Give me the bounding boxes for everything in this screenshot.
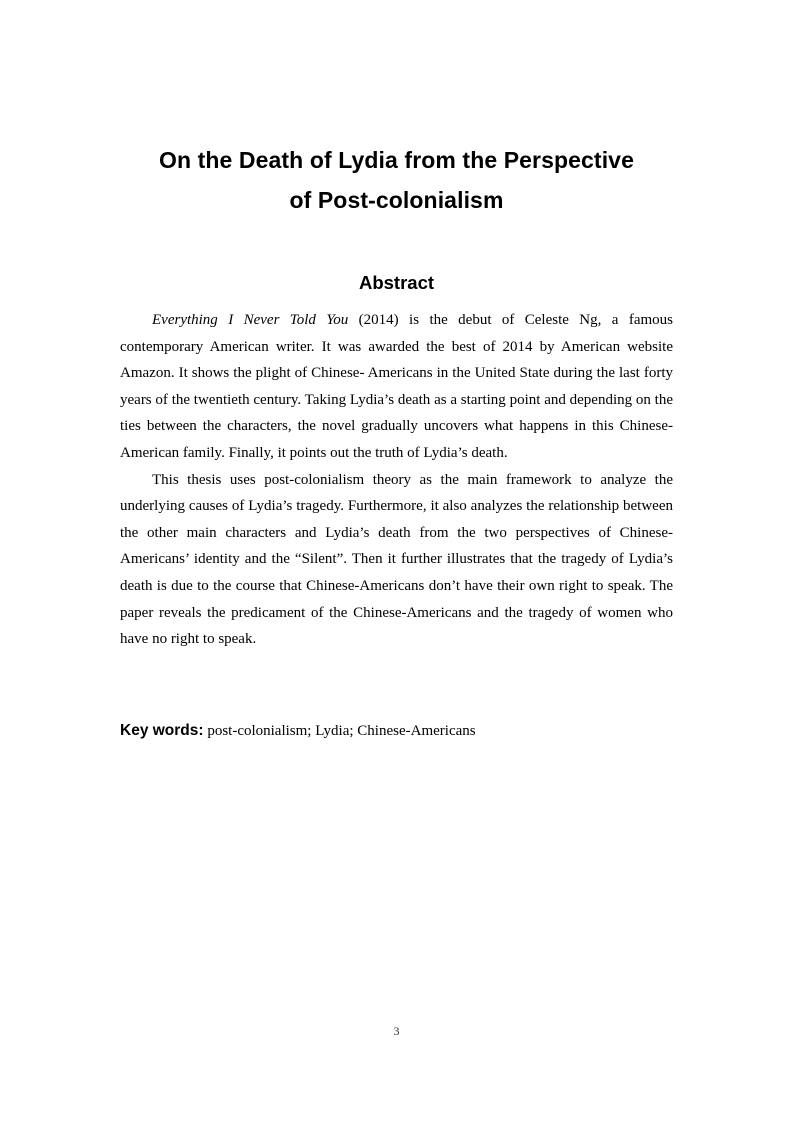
abstract-heading: Abstract [358, 272, 435, 293]
keywords-value: post-colonialism; Lydia; Chinese-Americans [207, 723, 476, 739]
page-number: 3 [393, 1024, 400, 1038]
abstract-body [120, 307, 673, 653]
title-line-2: of Post-colonialism [289, 187, 504, 213]
title-line-1: On the Death of Lydia from the Perspective [159, 147, 634, 173]
keywords-line [120, 718, 673, 744]
abstract-paragraph-2: This thesis uses post-colonialism theory as the main framework to analyze the underlying causes of Lydia’s tragedy. Furthermore, it also analyzes the relationship between the other main characters and Lydia’s death from the two perspectives of Chinese-Americans’ identity and the “Silent”. Then it further illustrates that the tragedy of Lydia’s death is due to the course that Chinese-Americans don’t have their own right to speak. The paper reveals the predicament of the Chinese-Americans and the tragedy of women who have no right to speak. [120, 471, 673, 648]
abstract-paragraph-1 [120, 307, 673, 467]
document-title [110, 140, 683, 220]
book-title: Everything I Never Told You [152, 312, 349, 328]
abstract-paragraph-1-text: (2014) is the debut of Celeste Ng, a famous contemporary American writer. It was awarded the best of 2014 by American website Amazon. It shows the plight of Chinese- Americans in the United State during the last forty years of the twentieth century. Taking Lydia’s death as a starting point and depending on the ties between the characters, the novel gradually uncovers what happens in this Chinese-American family. Finally, it points out the truth of Lydia’s death. [120, 312, 673, 461]
keywords-label: Key words: [120, 722, 204, 739]
